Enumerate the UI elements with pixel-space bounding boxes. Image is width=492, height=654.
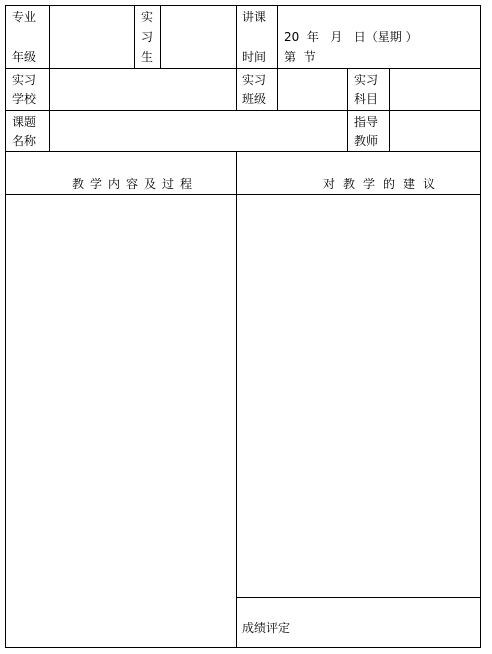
col-rule-school — [49, 68, 50, 111]
class-label-2: 班级 — [242, 92, 267, 106]
border-right — [480, 5, 481, 648]
col-rule-topic — [49, 110, 50, 152]
intern-label-2: 习 — [141, 30, 154, 44]
grade-year-label: 年级 — [12, 50, 37, 64]
col-rule-intern-right — [160, 5, 161, 69]
period-line: 第 节 — [284, 50, 316, 64]
col-rule-time-left — [236, 5, 237, 69]
content-header: 教学内容及过程 — [72, 177, 199, 191]
subject-label-1: 实习 — [354, 73, 379, 87]
row-rule-1 — [5, 68, 481, 69]
col-rule-class-left — [236, 68, 237, 111]
grade-rule — [236, 597, 481, 598]
intern-label-1: 实 — [141, 10, 154, 24]
col-rule-major — [49, 5, 50, 69]
col-rule-advisor-left — [347, 110, 348, 152]
lecture-time-label-1: 讲课 — [242, 10, 267, 24]
grade-label: 成绩评定 — [242, 621, 291, 635]
col-rule-time-right — [277, 5, 278, 69]
col-rule-subject-left — [347, 68, 348, 111]
school-label-2: 学校 — [12, 92, 37, 106]
major-label: 专业 — [12, 10, 37, 24]
intern-label-3: 生 — [141, 50, 154, 64]
col-rule-advisor-right — [389, 110, 390, 152]
topic-label-1: 课题 — [12, 115, 37, 129]
col-rule-class-right — [277, 68, 278, 111]
col-rule-intern-left — [134, 5, 135, 69]
advisor-label-2: 教师 — [354, 134, 379, 148]
lecture-time-label-2: 时间 — [242, 50, 267, 64]
border-top — [5, 5, 481, 6]
row-rule-2 — [5, 110, 481, 111]
suggestion-header: 对教学的建议 — [323, 177, 444, 191]
school-label-1: 实习 — [12, 73, 37, 87]
subject-label-2: 科目 — [354, 92, 379, 106]
header-rule — [5, 194, 481, 195]
border-left — [5, 5, 6, 648]
border-bottom — [5, 647, 481, 648]
row-rule-3 — [5, 151, 481, 152]
class-label-1: 实习 — [242, 73, 267, 87]
date-line: 20 年 月 日（星期 ） — [284, 30, 418, 44]
center-divider — [236, 151, 237, 648]
topic-label-2: 名称 — [12, 134, 37, 148]
col-rule-subject-right — [389, 68, 390, 111]
advisor-label-1: 指导 — [354, 115, 379, 129]
